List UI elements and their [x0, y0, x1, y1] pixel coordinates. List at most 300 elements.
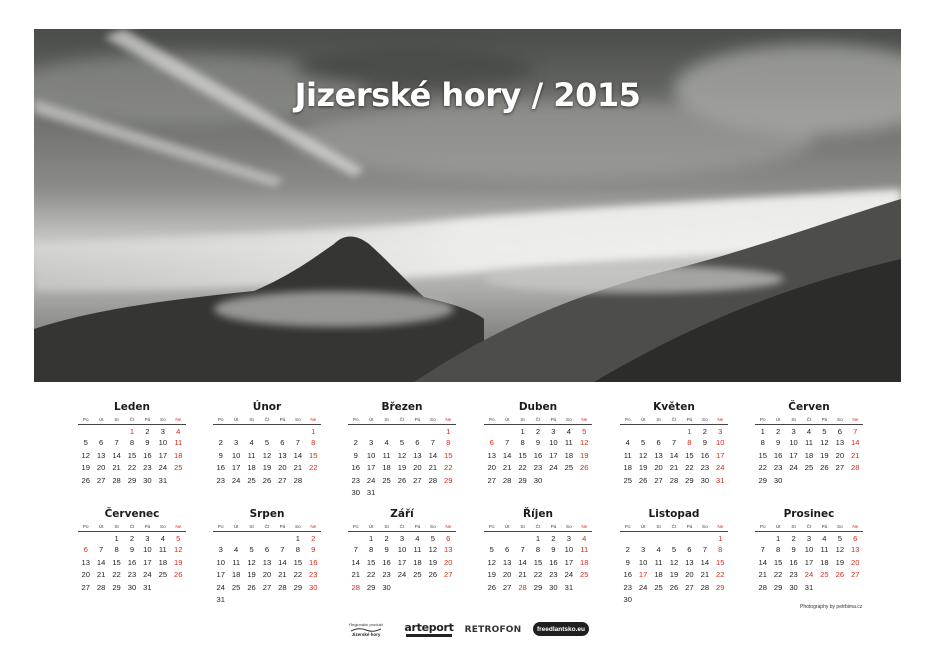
weekday-header: Čt	[666, 522, 681, 531]
weekday-header: So	[155, 522, 170, 531]
empty-day-cell	[394, 581, 409, 594]
day-cell: 28	[278, 582, 287, 592]
day-cell: 11	[247, 450, 256, 460]
arteport-underline	[406, 634, 452, 637]
day-cell: 8	[369, 545, 374, 555]
day-cell: 11	[564, 438, 573, 448]
day-cell: 5	[430, 533, 435, 543]
day-cell: 11	[413, 545, 422, 555]
weekday-header: Čt	[124, 415, 139, 424]
weekday-header: Po	[484, 415, 499, 424]
day-cell: 16	[309, 557, 318, 567]
day-cell: 20	[444, 557, 453, 567]
day-cell: 28	[518, 582, 527, 592]
day-cell: 19	[174, 557, 183, 567]
weekday-header: Po	[348, 415, 363, 424]
day-cell: 3	[791, 426, 796, 436]
day-cell: 2	[384, 533, 389, 543]
day-cell: 26	[81, 475, 90, 485]
day-cell: 20	[278, 463, 287, 473]
weekday-header: Pá	[817, 522, 832, 531]
day-cell: 27	[278, 475, 287, 485]
day-cell: 6	[837, 426, 842, 436]
day-cell: 8	[776, 545, 781, 555]
day-cell: 12	[247, 557, 256, 567]
day-cell: 8	[295, 545, 300, 555]
weekday-header: Čt	[801, 522, 816, 531]
day-cell: 1	[687, 426, 692, 436]
day-cell: 29	[685, 475, 694, 485]
weekday-header: St	[244, 522, 259, 531]
day-cell: 26	[487, 582, 496, 592]
empty-day-cell	[78, 424, 93, 437]
weekday-header: Ne	[441, 522, 456, 531]
weekday-header: Pá	[140, 415, 155, 424]
day-cell: 16	[549, 557, 558, 567]
empty-day-cell	[713, 594, 728, 607]
empty-day-cell	[425, 424, 440, 437]
month-grid	[213, 415, 321, 487]
empty-day-cell	[306, 474, 321, 487]
weekday-header: Út	[770, 522, 785, 531]
weekday-header: St	[515, 522, 530, 531]
weekday-header: Ne	[577, 415, 592, 424]
arteport-logo	[403, 618, 455, 640]
empty-day-cell	[244, 424, 259, 437]
month-leden	[78, 399, 186, 487]
day-cell: 5	[489, 545, 494, 555]
day-cell: 9	[625, 557, 630, 567]
weekday-header: Ne	[171, 415, 186, 424]
day-cell: 23	[143, 463, 152, 473]
day-cell: 10	[789, 438, 798, 448]
day-cell: 11	[158, 545, 167, 555]
empty-day-cell	[484, 531, 499, 544]
day-cell: 1	[520, 426, 525, 436]
weekday-header: So	[155, 415, 170, 424]
weekday-header: Pá	[140, 522, 155, 531]
day-cell: 30	[773, 475, 783, 485]
day-cell: 19	[81, 463, 90, 473]
empty-day-cell	[290, 594, 305, 607]
day-cell: 18	[231, 570, 241, 580]
day-cell: 1	[718, 533, 723, 543]
month-grid	[348, 415, 456, 499]
month-name: Srpen	[249, 508, 285, 520]
day-cell: 28	[293, 475, 303, 485]
month-grid	[78, 415, 186, 487]
month-name: Květen	[653, 401, 695, 413]
weekday-header: Ne	[713, 415, 728, 424]
month-grid	[620, 522, 728, 606]
empty-day-cell	[848, 581, 863, 594]
day-cell: 8	[718, 545, 723, 555]
day-cell: 1	[114, 533, 119, 543]
weekday-header: So	[832, 415, 847, 424]
day-cell: 22	[112, 570, 121, 580]
day-cell: 8	[311, 438, 316, 448]
day-cell: 27	[487, 475, 496, 485]
day-cell: 29	[758, 475, 767, 485]
day-cell: 22	[127, 463, 137, 473]
empty-day-cell	[213, 424, 228, 437]
weekday-header: So	[425, 522, 440, 531]
day-cell: 3	[551, 426, 556, 436]
day-cell: 28	[96, 582, 106, 592]
day-cell: 30	[382, 582, 391, 592]
day-cell: 29	[112, 582, 121, 592]
empty-day-cell	[275, 424, 290, 437]
empty-day-cell	[666, 594, 681, 607]
day-cell: 8	[535, 545, 541, 555]
day-cell: 8	[760, 438, 765, 448]
day-cell: 3	[641, 545, 646, 555]
weekday-header: Út	[363, 522, 378, 531]
regional-logo-bottom-text: Jizerské hory	[351, 631, 381, 637]
day-cell: 26	[174, 570, 183, 580]
day-cell: 22	[758, 463, 767, 473]
empty-day-cell	[635, 531, 650, 544]
weekday-header: Pá	[546, 415, 561, 424]
month-květen	[620, 399, 728, 487]
day-cell: 30	[789, 582, 798, 592]
day-cell: 18	[564, 450, 574, 460]
day-cell: 6	[415, 438, 420, 448]
weekday-header: So	[561, 415, 576, 424]
day-cell: 5	[399, 438, 405, 448]
day-cell: 4	[160, 533, 165, 543]
day-cell: 22	[716, 570, 725, 580]
day-cell: 25	[413, 570, 422, 580]
day-cell: 11	[820, 545, 829, 555]
day-cell: 17	[549, 450, 558, 460]
day-cell: 28	[112, 475, 121, 485]
day-cell: 21	[669, 463, 679, 473]
day-cell: 22	[518, 463, 527, 473]
day-cell: 25	[247, 475, 256, 485]
month-grid	[484, 415, 592, 487]
day-cell: 13	[81, 557, 90, 567]
day-cell: 7	[760, 545, 765, 555]
day-cell: 11	[382, 450, 391, 460]
day-cell: 3	[399, 533, 405, 543]
empty-day-cell	[832, 474, 847, 487]
day-cell: 14	[669, 450, 679, 460]
day-cell: 24	[716, 463, 725, 473]
day-cell: 26	[247, 582, 256, 592]
day-cell: 30	[700, 475, 710, 485]
empty-day-cell	[697, 594, 712, 607]
day-cell: 8	[129, 438, 135, 448]
day-cell: 19	[397, 463, 407, 473]
day-cell: 28	[700, 582, 710, 592]
day-cell: 1	[446, 426, 451, 436]
day-cell: 12	[669, 557, 679, 567]
day-cell: 15	[112, 557, 121, 567]
day-cell: 9	[384, 545, 389, 555]
day-cell: 25	[382, 475, 391, 485]
day-cell: 12	[174, 545, 183, 555]
day-cell: 6	[489, 438, 494, 448]
day-cell: 18	[174, 450, 183, 460]
day-cell: 6	[687, 545, 692, 555]
day-cell: 30	[127, 582, 137, 592]
day-cell: 16	[351, 463, 360, 473]
day-cell: 12	[638, 450, 648, 460]
day-cell: 19	[835, 557, 845, 567]
empty-day-cell	[666, 531, 681, 544]
weekday-header: Čt	[801, 415, 816, 424]
day-cell: 15	[773, 557, 783, 567]
day-cell: 14	[293, 450, 303, 460]
day-cell: 26	[428, 570, 438, 580]
day-cell: 24	[789, 463, 798, 473]
day-cell: 8	[520, 438, 525, 448]
day-cell: 1	[760, 426, 765, 436]
empty-day-cell	[755, 531, 770, 544]
day-cell: 22	[444, 463, 453, 473]
day-cell: 15	[533, 557, 543, 567]
day-cell: 20	[502, 570, 512, 580]
empty-day-cell	[93, 531, 108, 544]
day-cell: 28	[758, 582, 767, 592]
day-cell: 16	[700, 450, 710, 460]
day-cell: 7	[295, 438, 300, 448]
empty-day-cell	[577, 581, 592, 594]
day-cell: 13	[851, 545, 860, 555]
empty-day-cell	[259, 424, 274, 437]
weekday-header: Čt	[259, 522, 274, 531]
day-cell: 7	[505, 438, 510, 448]
day-cell: 17	[397, 557, 407, 567]
day-cell: 13	[487, 450, 496, 460]
day-cell: 19	[638, 463, 648, 473]
day-cell: 20	[262, 570, 272, 580]
empty-day-cell	[682, 594, 697, 607]
day-cell: 22	[309, 463, 318, 473]
day-cell: 12	[820, 438, 829, 448]
day-cell: 18	[158, 557, 168, 567]
day-cell: 3	[234, 438, 239, 448]
weekday-header: Po	[78, 415, 93, 424]
day-cell: 29	[127, 475, 137, 485]
month-červenec	[78, 506, 186, 594]
day-cell: 18	[413, 557, 422, 567]
day-cell: 27	[851, 570, 860, 580]
weekday-header: St	[244, 415, 259, 424]
day-cell: 6	[83, 545, 88, 555]
day-cell: 21	[293, 463, 303, 473]
day-cell: 15	[366, 557, 376, 567]
empty-day-cell	[244, 594, 259, 607]
weekday-header: Út	[363, 415, 378, 424]
empty-day-cell	[394, 424, 409, 437]
empty-day-cell	[441, 581, 456, 594]
day-cell: 9	[145, 438, 150, 448]
empty-day-cell	[817, 474, 832, 487]
day-cell: 27	[96, 475, 106, 485]
day-cell: 11	[623, 450, 632, 460]
day-cell: 24	[216, 582, 225, 592]
day-cell: 13	[278, 450, 287, 460]
day-cell: 5	[249, 545, 254, 555]
day-cell: 2	[129, 533, 135, 543]
day-cell: 4	[249, 438, 254, 448]
weekday-header: St	[109, 415, 124, 424]
weekday-header: Pá	[682, 415, 697, 424]
day-cell: 1	[129, 426, 135, 436]
month-name: Únor	[252, 401, 282, 413]
weekday-header: Po	[620, 522, 635, 531]
weekday-header: Pá	[817, 415, 832, 424]
day-cell: 24	[397, 570, 407, 580]
day-cell: 17	[638, 570, 648, 580]
weekday-header: So	[290, 522, 305, 531]
weekday-header: So	[290, 415, 305, 424]
day-cell: 9	[218, 450, 223, 460]
day-cell: 16	[533, 450, 543, 460]
day-cell: 25	[564, 463, 574, 473]
day-cell: 7	[99, 545, 104, 555]
day-cell: 13	[262, 557, 272, 567]
weekday-header: Út	[635, 522, 650, 531]
day-cell: 13	[444, 545, 453, 555]
day-cell: 27	[502, 582, 512, 592]
day-cell: 26	[397, 475, 407, 485]
day-cell: 12	[428, 545, 438, 555]
day-cell: 2	[776, 426, 781, 436]
retrofon-logo: RETROFON	[464, 625, 522, 635]
day-cell: 23	[773, 463, 783, 473]
empty-day-cell	[228, 424, 243, 437]
weekday-header: Út	[770, 415, 785, 424]
day-cell: 25	[804, 463, 814, 473]
day-cell: 28	[669, 475, 679, 485]
day-cell: 23	[533, 463, 543, 473]
day-cell: 11	[580, 545, 589, 555]
weekday-header: Pá	[410, 415, 425, 424]
day-cell: 4	[806, 426, 812, 436]
day-cell: 17	[716, 450, 725, 460]
day-cell: 25	[654, 582, 663, 592]
day-cell: 23	[309, 570, 318, 580]
day-cell: 5	[641, 438, 646, 448]
weekday-header: St	[651, 415, 666, 424]
day-cell: 17	[231, 463, 241, 473]
day-cell: 1	[311, 426, 316, 436]
day-cell: 23	[789, 570, 798, 580]
day-cell: 23	[216, 475, 225, 485]
weekday-header: Ne	[441, 415, 456, 424]
day-cell: 25	[174, 463, 183, 473]
day-cell: 20	[81, 570, 90, 580]
weekday-header: St	[786, 415, 801, 424]
empty-day-cell	[546, 474, 561, 487]
day-cell: 10	[549, 438, 558, 448]
month-září	[348, 506, 456, 594]
day-cell: 5	[176, 533, 181, 543]
day-cell: 19	[487, 570, 496, 580]
day-cell: 19	[428, 557, 438, 567]
day-cell: 17	[789, 450, 798, 460]
day-cell: 7	[853, 426, 858, 436]
month-prosinec	[755, 506, 863, 594]
day-cell: 6	[853, 533, 858, 543]
day-cell: 17	[564, 557, 574, 567]
empty-day-cell	[651, 594, 666, 607]
month-grid	[348, 522, 456, 594]
day-cell: 28	[351, 582, 360, 592]
day-cell: 17	[143, 557, 152, 567]
empty-day-cell	[228, 594, 243, 607]
day-cell: 23	[382, 570, 391, 580]
day-cell: 31	[158, 475, 168, 485]
day-cell: 21	[351, 570, 360, 580]
weekday-header: Ne	[848, 415, 863, 424]
weekday-header: So	[697, 522, 712, 531]
weekday-header: Po	[755, 522, 770, 531]
day-cell: 11	[654, 557, 663, 567]
weekday-header: Po	[348, 522, 363, 531]
day-cell: 12	[835, 545, 845, 555]
day-cell: 16	[216, 463, 225, 473]
empty-day-cell	[786, 474, 801, 487]
day-cell: 6	[280, 438, 285, 448]
day-cell: 27	[444, 570, 453, 580]
day-cell: 14	[758, 557, 767, 567]
landscape-photo	[34, 29, 901, 382]
day-cell: 6	[446, 533, 451, 543]
empty-day-cell	[832, 581, 847, 594]
day-cell: 18	[820, 557, 829, 567]
day-cell: 2	[625, 545, 630, 555]
day-cell: 29	[773, 582, 783, 592]
day-cell: 16	[143, 450, 152, 460]
day-cell: 5	[582, 426, 587, 436]
weekday-header: Ne	[848, 522, 863, 531]
day-cell: 9	[535, 438, 541, 448]
weekday-header: Pá	[275, 415, 290, 424]
day-cell: 26	[580, 463, 589, 473]
day-cell: 14	[518, 557, 527, 567]
day-cell: 18	[247, 463, 256, 473]
day-cell: 6	[656, 438, 661, 448]
day-cell: 27	[654, 475, 663, 485]
day-cell: 21	[502, 463, 512, 473]
month-name: Listopad	[648, 508, 700, 520]
day-cell: 17	[216, 570, 225, 580]
empty-day-cell	[348, 424, 363, 437]
day-cell: 22	[293, 570, 303, 580]
weekday-header: Pá	[682, 522, 697, 531]
weekday-header: Ne	[171, 522, 186, 531]
day-cell: 20	[835, 450, 845, 460]
weekday-header: Út	[635, 415, 650, 424]
weekday-header: Čt	[530, 522, 545, 531]
day-cell: 14	[96, 557, 106, 567]
day-cell: 4	[234, 545, 239, 555]
day-cell: 1	[535, 533, 541, 543]
day-cell: 17	[158, 450, 168, 460]
weekday-header: Pá	[546, 522, 561, 531]
freedlantsko-logo: freedlantsko.eu	[533, 622, 589, 636]
month-name: Září	[390, 508, 414, 520]
weekday-header: Po	[755, 415, 770, 424]
day-cell: 9	[776, 438, 781, 448]
day-cell: 3	[566, 533, 571, 543]
day-cell: 31	[216, 595, 225, 605]
day-cell: 18	[804, 450, 814, 460]
